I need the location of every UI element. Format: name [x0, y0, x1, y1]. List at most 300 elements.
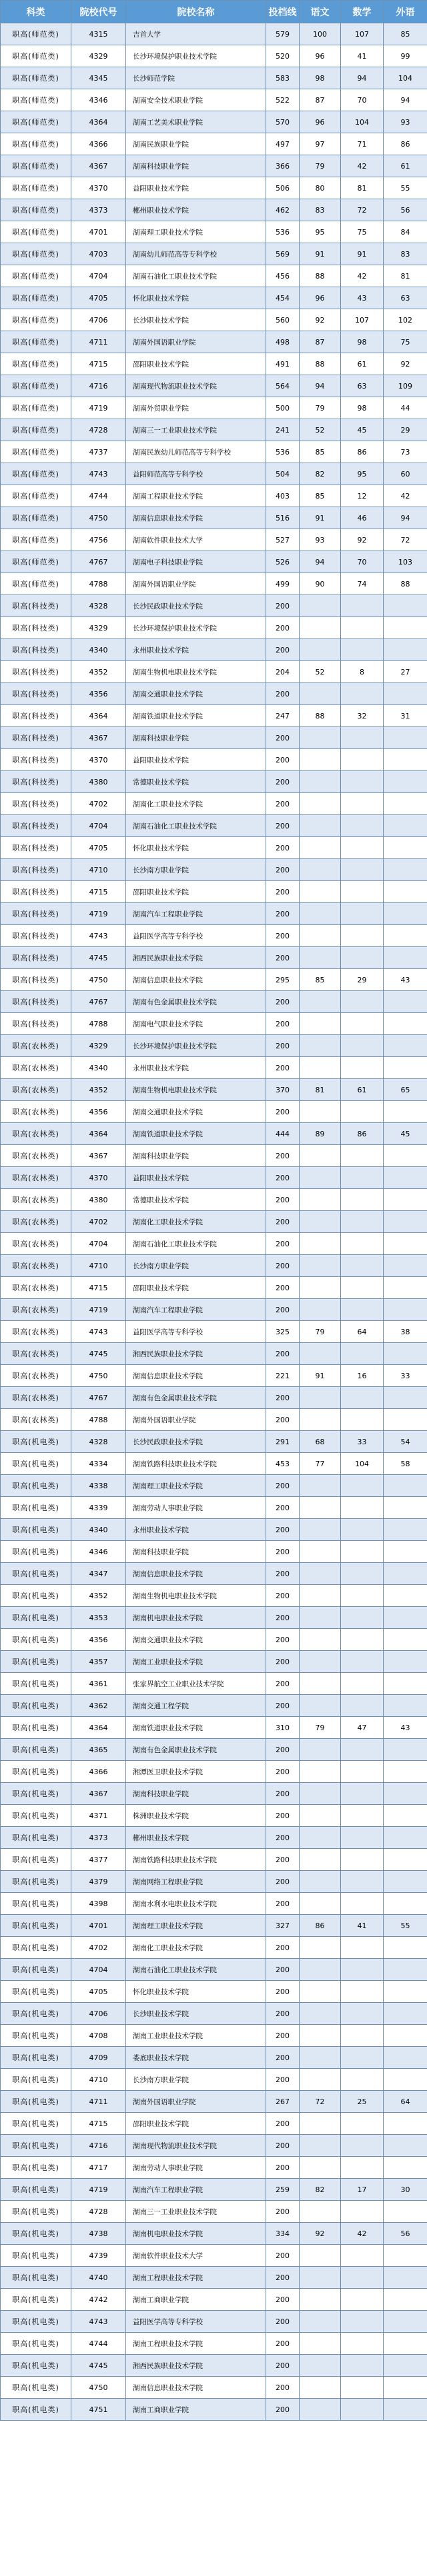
table-row: [1, 2245, 427, 2267]
cutoff-score-cell: 370: [266, 1079, 300, 1101]
school-name-cell: 湖南科技职业学院: [126, 727, 266, 749]
school-name-cell: 常德职业技术学院: [126, 1189, 266, 1211]
category-cell: 职高(师范类): [1, 463, 71, 485]
cutoff-score-cell: 200: [266, 859, 300, 881]
chinese-score-cell: [300, 2289, 341, 2311]
school-code-cell: 4340: [71, 1057, 126, 1079]
math-score-cell: 17: [341, 2179, 384, 2201]
school-code-cell: 4750: [71, 507, 126, 529]
cutoff-score-cell: 200: [266, 2135, 300, 2157]
school-name-cell: 湖南汽车工程职业学院: [126, 2179, 266, 2201]
school-name-cell: 湖南信息职业技术学院: [126, 507, 266, 529]
school-code-cell: 4710: [71, 1255, 126, 1277]
category-cell: 职高(机电类): [1, 2201, 71, 2223]
category-cell: 职高(师范类): [1, 441, 71, 463]
cutoff-score-cell: 497: [266, 133, 300, 155]
school-name-cell: 湖南软件职业技术大学: [126, 529, 266, 551]
chinese-score-cell: 87: [300, 89, 341, 111]
category-cell: 职高(机电类): [1, 2047, 71, 2069]
school-code-cell: 4738: [71, 2223, 126, 2245]
cutoff-score-cell: 564: [266, 375, 300, 397]
foreign-language-score-cell: [384, 2333, 427, 2355]
math-score-cell: [341, 859, 384, 881]
foreign-language-score-cell: [384, 1145, 427, 1167]
math-score-cell: [341, 1519, 384, 1541]
foreign-language-score-cell: 56: [384, 199, 427, 221]
math-score-cell: [341, 1981, 384, 2003]
category-cell: 职高(科技类): [1, 683, 71, 705]
school-code-cell: 4357: [71, 1651, 126, 1673]
cutoff-score-cell: 569: [266, 243, 300, 265]
category-cell: 职高(机电类): [1, 1651, 71, 1673]
school-code-cell: 4361: [71, 1673, 126, 1695]
foreign-language-score-cell: [384, 1013, 427, 1035]
school-name-cell: 湖南有色金属职业技术学院: [126, 991, 266, 1013]
math-score-cell: [341, 2201, 384, 2223]
foreign-language-score-cell: [384, 2267, 427, 2289]
math-score-cell: 8: [341, 661, 384, 683]
cutoff-score-cell: 454: [266, 287, 300, 309]
category-cell: 职高(机电类): [1, 1827, 71, 1849]
cutoff-score-cell: 200: [266, 2047, 300, 2069]
cutoff-score-cell: 500: [266, 397, 300, 419]
table-row: [1, 2201, 427, 2223]
cutoff-score-cell: 570: [266, 111, 300, 133]
school-name-cell: 湖南电气职业技术学院: [126, 1013, 266, 1035]
cutoff-score-cell: 200: [266, 1277, 300, 1299]
math-score-cell: [341, 2333, 384, 2355]
school-code-cell: 4347: [71, 1563, 126, 1585]
category-cell: 职高(科技类): [1, 771, 71, 793]
table-row: [1, 661, 427, 683]
school-code-cell: 4750: [71, 969, 126, 991]
foreign-language-score-cell: 55: [384, 177, 427, 199]
school-name-cell: 湖南信息职业技术学院: [126, 969, 266, 991]
category-cell: 职高(农林类): [1, 1255, 71, 1277]
table-row: [1, 771, 427, 793]
category-cell: 职高(农林类): [1, 1277, 71, 1299]
table-row: [1, 1475, 427, 1497]
category-cell: 职高(机电类): [1, 1695, 71, 1717]
table-row: [1, 441, 427, 463]
foreign-language-score-cell: 109: [384, 375, 427, 397]
school-code-cell: 4373: [71, 1827, 126, 1849]
foreign-language-score-cell: [384, 1057, 427, 1079]
cutoff-score-cell: 200: [266, 837, 300, 859]
table-row: [1, 903, 427, 925]
school-code-cell: 4704: [71, 265, 126, 287]
chinese-score-cell: [300, 1277, 341, 1299]
math-score-cell: [341, 947, 384, 969]
foreign-language-score-cell: 83: [384, 243, 427, 265]
cutoff-score-cell: 200: [266, 1585, 300, 1607]
school-code-cell: 4346: [71, 1541, 126, 1563]
school-name-cell: 益阳职业技术学院: [126, 1167, 266, 1189]
foreign-language-score-cell: 29: [384, 419, 427, 441]
category-cell: 职高(机电类): [1, 1849, 71, 1871]
school-name-cell: 长沙职业技术学院: [126, 2003, 266, 2025]
math-score-cell: [341, 1673, 384, 1695]
math-score-cell: [341, 1475, 384, 1497]
school-name-cell: 湖南铁道职业技术学院: [126, 1717, 266, 1739]
school-code-cell: 4370: [71, 749, 126, 771]
school-code-cell: 4706: [71, 2003, 126, 2025]
category-cell: 职高(师范类): [1, 23, 71, 45]
category-cell: 职高(农林类): [1, 1365, 71, 1387]
chinese-score-cell: 77: [300, 1453, 341, 1475]
cutoff-score-cell: 200: [266, 2113, 300, 2135]
cutoff-score-cell: 200: [266, 1343, 300, 1365]
school-name-cell: 湖南劳动人事职业学院: [126, 2157, 266, 2179]
foreign-language-score-cell: [384, 1167, 427, 1189]
foreign-language-score-cell: [384, 1189, 427, 1211]
math-score-cell: [341, 2047, 384, 2069]
cutoff-score-cell: 200: [266, 1497, 300, 1519]
table-row: [1, 2135, 427, 2157]
foreign-language-score-cell: [384, 1673, 427, 1695]
math-score-cell: 45: [341, 419, 384, 441]
math-score-cell: [341, 1871, 384, 1893]
table-row: [1, 1629, 427, 1651]
school-name-cell: 湖南现代物流职业技术学院: [126, 375, 266, 397]
foreign-language-score-cell: [384, 2069, 427, 2091]
category-cell: 职高(师范类): [1, 551, 71, 573]
category-cell: 职高(机电类): [1, 2377, 71, 2399]
school-name-cell: 湖南水利水电职业技术学院: [126, 1893, 266, 1915]
table-row: [1, 1849, 427, 1871]
cutoff-score-cell: 200: [266, 1255, 300, 1277]
school-code-cell: 4702: [71, 793, 126, 815]
math-score-cell: 72: [341, 199, 384, 221]
foreign-language-score-cell: [384, 1519, 427, 1541]
school-code-cell: 4706: [71, 309, 126, 331]
category-cell: 职高(农林类): [1, 1101, 71, 1123]
cutoff-score-cell: 200: [266, 683, 300, 705]
math-score-cell: [341, 1607, 384, 1629]
table-row: [1, 1761, 427, 1783]
school-code-cell: 4704: [71, 815, 126, 837]
school-name-cell: 长沙南方职业学院: [126, 1255, 266, 1277]
chinese-score-cell: [300, 639, 341, 661]
category-cell: 职高(机电类): [1, 2223, 71, 2245]
chinese-score-cell: 87: [300, 331, 341, 353]
math-score-cell: 43: [341, 287, 384, 309]
table-row: [1, 507, 427, 529]
school-code-cell: 4367: [71, 727, 126, 749]
category-cell: 职高(科技类): [1, 881, 71, 903]
category-cell: 职高(师范类): [1, 485, 71, 507]
category-cell: 职高(师范类): [1, 67, 71, 89]
table-row: [1, 243, 427, 265]
school-code-cell: 4340: [71, 1519, 126, 1541]
math-score-cell: [341, 793, 384, 815]
school-code-cell: 4373: [71, 199, 126, 221]
school-name-cell: 湘西民族职业技术学院: [126, 2355, 266, 2377]
category-cell: 职高(农林类): [1, 1123, 71, 1145]
chinese-score-cell: 95: [300, 221, 341, 243]
school-name-cell: 湖南理工职业技术学院: [126, 221, 266, 243]
cutoff-score-cell: 200: [266, 1805, 300, 1827]
chinese-score-cell: 79: [300, 155, 341, 177]
cutoff-score-cell: 200: [266, 1827, 300, 1849]
category-cell: 职高(机电类): [1, 1453, 71, 1475]
chinese-score-cell: 85: [300, 485, 341, 507]
school-code-cell: 4743: [71, 2311, 126, 2333]
category-cell: 职高(机电类): [1, 1959, 71, 1981]
cutoff-score-cell: 200: [266, 2355, 300, 2377]
cutoff-score-cell: 200: [266, 639, 300, 661]
category-cell: 职高(机电类): [1, 1475, 71, 1497]
school-name-cell: 湖南工程职业技术学院: [126, 2333, 266, 2355]
chinese-score-cell: 83: [300, 199, 341, 221]
cutoff-score-cell: 200: [266, 2399, 300, 2421]
category-cell: 职高(机电类): [1, 1607, 71, 1629]
school-code-cell: 4709: [71, 2047, 126, 2069]
school-name-cell: 湖南现代物流职业技术学院: [126, 2135, 266, 2157]
category-cell: 职高(科技类): [1, 705, 71, 727]
table-row: [1, 485, 427, 507]
header-school-code: 院校代号: [71, 1, 126, 23]
school-code-cell: 4366: [71, 133, 126, 155]
foreign-language-score-cell: [384, 1739, 427, 1761]
math-score-cell: [341, 1739, 384, 1761]
school-name-cell: 长沙环境保护职业技术学院: [126, 45, 266, 67]
math-score-cell: [341, 1387, 384, 1409]
table-row: [1, 969, 427, 991]
category-cell: 职高(机电类): [1, 1563, 71, 1585]
category-cell: 职高(科技类): [1, 815, 71, 837]
chinese-score-cell: [300, 1387, 341, 1409]
table-row: [1, 155, 427, 177]
category-cell: 职高(科技类): [1, 749, 71, 771]
cutoff-score-cell: 522: [266, 89, 300, 111]
math-score-cell: [341, 1343, 384, 1365]
category-cell: 职高(机电类): [1, 2399, 71, 2421]
foreign-language-score-cell: [384, 2047, 427, 2069]
school-name-cell: 长沙职业技术学院: [126, 309, 266, 331]
cutoff-score-cell: 200: [266, 947, 300, 969]
school-code-cell: 4370: [71, 177, 126, 199]
chinese-score-cell: 82: [300, 2179, 341, 2201]
table-row: [1, 1871, 427, 1893]
school-code-cell: 4788: [71, 573, 126, 595]
math-score-cell: [341, 925, 384, 947]
math-score-cell: 61: [341, 353, 384, 375]
math-score-cell: [341, 1761, 384, 1783]
math-score-cell: 74: [341, 573, 384, 595]
cutoff-score-cell: 200: [266, 1145, 300, 1167]
foreign-language-score-cell: [384, 1761, 427, 1783]
table-row: [1, 1783, 427, 1805]
school-name-cell: 湖南工艺美术职业学院: [126, 111, 266, 133]
chinese-score-cell: [300, 837, 341, 859]
foreign-language-score-cell: 86: [384, 133, 427, 155]
math-score-cell: [341, 1057, 384, 1079]
cutoff-score-cell: 536: [266, 221, 300, 243]
cutoff-score-cell: 200: [266, 1189, 300, 1211]
math-score-cell: [341, 1167, 384, 1189]
math-score-cell: [341, 1233, 384, 1255]
school-code-cell: 4705: [71, 1981, 126, 2003]
cutoff-score-cell: 200: [266, 1013, 300, 1035]
school-code-cell: 4370: [71, 1167, 126, 1189]
chinese-score-cell: 96: [300, 287, 341, 309]
category-cell: 职高(师范类): [1, 133, 71, 155]
school-code-cell: 4715: [71, 881, 126, 903]
school-code-cell: 4329: [71, 1035, 126, 1057]
chinese-score-cell: [300, 1211, 341, 1233]
chinese-score-cell: [300, 771, 341, 793]
cutoff-score-cell: 200: [266, 1101, 300, 1123]
cutoff-score-cell: 462: [266, 199, 300, 221]
chinese-score-cell: 85: [300, 969, 341, 991]
cutoff-score-cell: 366: [266, 155, 300, 177]
chinese-score-cell: [300, 2311, 341, 2333]
chinese-score-cell: [300, 881, 341, 903]
foreign-language-score-cell: [384, 2245, 427, 2267]
table-row: [1, 1189, 427, 1211]
cutoff-score-cell: 200: [266, 595, 300, 617]
chinese-score-cell: 88: [300, 705, 341, 727]
category-cell: 职高(科技类): [1, 639, 71, 661]
chinese-score-cell: [300, 595, 341, 617]
chinese-score-cell: [300, 1013, 341, 1035]
school-name-cell: 湖南外国语职业学院: [126, 1409, 266, 1431]
school-code-cell: 4743: [71, 925, 126, 947]
school-code-cell: 4379: [71, 1871, 126, 1893]
table-row: [1, 331, 427, 353]
table-row: [1, 595, 427, 617]
school-code-cell: 4767: [71, 1387, 126, 1409]
chinese-score-cell: [300, 1497, 341, 1519]
school-code-cell: 4701: [71, 1915, 126, 1937]
table-row: [1, 1651, 427, 1673]
category-cell: 职高(机电类): [1, 2179, 71, 2201]
school-code-cell: 4364: [71, 1123, 126, 1145]
foreign-language-score-cell: [384, 683, 427, 705]
cutoff-score-cell: 520: [266, 45, 300, 67]
school-code-cell: 4719: [71, 397, 126, 419]
foreign-language-score-cell: 38: [384, 1321, 427, 1343]
category-cell: 职高(师范类): [1, 89, 71, 111]
school-name-cell: 长沙民政职业技术学院: [126, 1431, 266, 1453]
cutoff-score-cell: 200: [266, 1211, 300, 1233]
category-cell: 职高(机电类): [1, 1981, 71, 2003]
math-score-cell: 98: [341, 331, 384, 353]
school-code-cell: 4356: [71, 683, 126, 705]
math-score-cell: [341, 1937, 384, 1959]
math-score-cell: [341, 2355, 384, 2377]
foreign-language-score-cell: 43: [384, 1717, 427, 1739]
foreign-language-score-cell: [384, 903, 427, 925]
school-code-cell: 4737: [71, 441, 126, 463]
category-cell: 职高(农林类): [1, 1343, 71, 1365]
math-score-cell: [341, 1299, 384, 1321]
school-name-cell: 湖南石油化工职业技术学院: [126, 1959, 266, 1981]
cutoff-score-cell: 456: [266, 265, 300, 287]
chinese-score-cell: 93: [300, 529, 341, 551]
table-row: [1, 1299, 427, 1321]
school-name-cell: 张家界航空工业职业技术学院: [126, 1673, 266, 1695]
foreign-language-score-cell: 103: [384, 551, 427, 573]
chinese-score-cell: 52: [300, 419, 341, 441]
school-name-cell: 湖南工程职业技术学院: [126, 485, 266, 507]
table-row: [1, 1057, 427, 1079]
math-score-cell: 104: [341, 111, 384, 133]
school-name-cell: 长沙南方职业学院: [126, 2069, 266, 2091]
school-name-cell: 邵阳职业技术学院: [126, 1277, 266, 1299]
cutoff-score-cell: 506: [266, 177, 300, 199]
table-row: [1, 1519, 427, 1541]
chinese-score-cell: 92: [300, 2223, 341, 2245]
chinese-score-cell: [300, 1343, 341, 1365]
header-school-name: 院校名称: [126, 1, 266, 23]
category-cell: 职高(机电类): [1, 2113, 71, 2135]
table-row: [1, 2377, 427, 2399]
school-name-cell: 湖南科技职业学院: [126, 1783, 266, 1805]
table-row: [1, 881, 427, 903]
cutoff-score-cell: 200: [266, 2245, 300, 2267]
school-code-cell: 4702: [71, 1937, 126, 1959]
chinese-score-cell: 81: [300, 1079, 341, 1101]
table-row: [1, 991, 427, 1013]
school-code-cell: 4756: [71, 529, 126, 551]
category-cell: 职高(师范类): [1, 529, 71, 551]
school-code-cell: 4380: [71, 1189, 126, 1211]
category-cell: 职高(科技类): [1, 903, 71, 925]
foreign-language-score-cell: [384, 793, 427, 815]
category-cell: 职高(师范类): [1, 199, 71, 221]
chinese-score-cell: [300, 1629, 341, 1651]
table-row: [1, 1585, 427, 1607]
category-cell: 职高(机电类): [1, 1937, 71, 1959]
math-score-cell: [341, 1783, 384, 1805]
category-cell: 职高(机电类): [1, 2267, 71, 2289]
category-cell: 职高(农林类): [1, 1211, 71, 1233]
chinese-score-cell: [300, 1739, 341, 1761]
foreign-language-score-cell: 55: [384, 1915, 427, 1937]
school-name-cell: 湖南工程职业技术学院: [126, 2267, 266, 2289]
cutoff-score-cell: 221: [266, 1365, 300, 1387]
school-name-cell: 湖南铁道职业技术学院: [126, 705, 266, 727]
school-name-cell: 湖南交通职业技术学院: [126, 1629, 266, 1651]
category-cell: 职高(机电类): [1, 2135, 71, 2157]
cutoff-score-cell: 583: [266, 67, 300, 89]
math-score-cell: 33: [341, 1431, 384, 1453]
category-cell: 职高(农林类): [1, 1189, 71, 1211]
cutoff-score-cell: 200: [266, 903, 300, 925]
chinese-score-cell: 94: [300, 551, 341, 573]
math-score-cell: 107: [341, 23, 384, 45]
math-score-cell: 86: [341, 1123, 384, 1145]
table-row: [1, 1717, 427, 1739]
chinese-score-cell: [300, 2157, 341, 2179]
category-cell: 职高(科技类): [1, 859, 71, 881]
cutoff-score-cell: 200: [266, 2289, 300, 2311]
chinese-score-cell: [300, 1827, 341, 1849]
foreign-language-score-cell: [384, 1651, 427, 1673]
foreign-language-score-cell: [384, 881, 427, 903]
foreign-language-score-cell: 81: [384, 265, 427, 287]
chinese-score-cell: 79: [300, 397, 341, 419]
table-row: [1, 1409, 427, 1431]
cutoff-score-cell: 200: [266, 815, 300, 837]
school-name-cell: 长沙南方职业学院: [126, 859, 266, 881]
table-row: [1, 1255, 427, 1277]
chinese-score-cell: [300, 1761, 341, 1783]
cutoff-score-cell: 200: [266, 1871, 300, 1893]
table-row: [1, 1541, 427, 1563]
